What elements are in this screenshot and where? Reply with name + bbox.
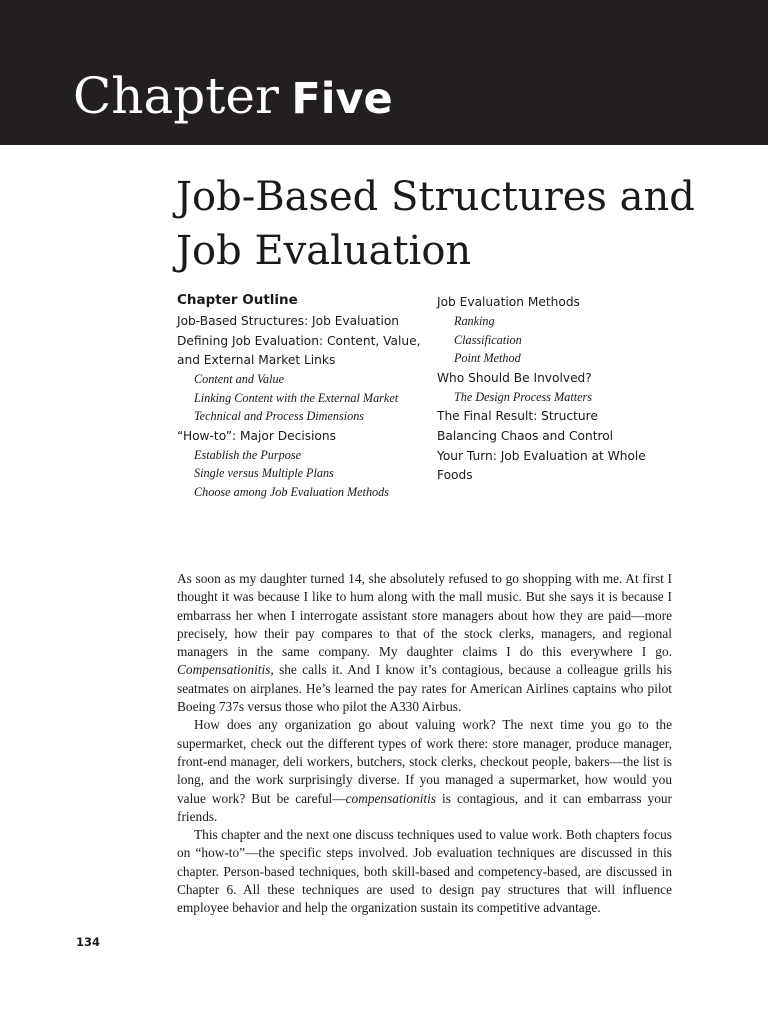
chapter-title-line: Job Evaluation (176, 228, 472, 274)
chapter-title (176, 170, 696, 278)
chapter-title-line: Job-Based Structures and (176, 174, 695, 220)
outline-item: Defining Job Evaluation: Content, Value, and External Market Links (177, 334, 421, 367)
outline-item: Your Turn: Job Evaluation at Whole Foods (437, 449, 646, 483)
text-run: As soon as my daughter turned 14, she absolutely refused to go shopping with me. At first I thought it was because I like to hum along with the mall music. But she says it is because I embarrass her when I interrogate assistant store managers about how they are paid—more precisely, how their pay compares to that of the stock clerks, managers, and regional managers in the same company. My daughter claims I do this everywhere I go. (177, 571, 672, 660)
text-run: This chapter and the next one discuss techniques used to value work. Both chapters focus on “how-to”—the specific steps involved. Job evaluation techniques are discussed in this chapter. Person-based techniques, both skill-based and competency-based, are discussed in Chapter 6. All these techniques are used to design pay structures that will influence employee behavior and help the organization sustain its competitive advantage. (177, 827, 672, 916)
outline-item: Job Evaluation Methods (437, 295, 580, 309)
outline-subitem: The Design Process Matters (454, 389, 592, 404)
body-text (177, 570, 672, 918)
outline-item: Who Should Be Involved? (437, 370, 592, 385)
outline-subitem: Point Method (454, 351, 521, 366)
body-paragraph (177, 570, 672, 716)
outline-subitem: Content and Value (194, 372, 285, 386)
body-paragraph (177, 826, 672, 917)
outline-subitem: Classification (454, 332, 522, 347)
outline-item: The Final Result: Structure (437, 409, 598, 424)
outline-subitem: Technical and Process Dimensions (194, 409, 365, 424)
chapter-outline-heading: Chapter Outline (177, 292, 298, 308)
chapter-banner (0, 0, 768, 145)
chapter-number: Five (291, 74, 393, 124)
body-paragraph (177, 716, 672, 826)
italic-term: compensationitis (345, 790, 437, 806)
chapter-word: Chapter (73, 67, 279, 125)
outline-item: “How-to”: Major Decisions (177, 428, 336, 443)
page-number: 134 (76, 935, 101, 949)
outline-subitem: Linking Content with the External Market (194, 390, 399, 405)
outline-subitem: Ranking (454, 314, 495, 328)
text-run: is contagious, and it can embarrass your friends. (177, 790, 672, 824)
outline-subitem: Single versus Multiple Plans (194, 466, 334, 481)
text-run: How does any organization go about valuing work? The next time you go to the supermarket, check out the different types of work there: store manager, produce manager, front-end manager, deli workers, butchers, stock clerks, checkout people, bakers—the list is long, and the work surprisingly diverse. If you managed a supermarket, how would you value work? But be careful— (177, 717, 672, 806)
chapter-outline-left-column (177, 290, 422, 502)
chapter-outline-right-column (437, 292, 677, 485)
outline-item: Balancing Chaos and Control (437, 429, 614, 444)
chapter-label (73, 66, 393, 129)
outline-subitem: Choose among Job Evaluation Methods (194, 484, 389, 499)
outline-subitem: Establish the Purpose (194, 447, 301, 462)
italic-term: Compensationitis, (177, 662, 274, 678)
text-run: she calls it. And I know it’s contagious, because a colleague grills his seatmates on airplanes. He’s learned the pay rates for American Airlines captains who pilot Boeing 737s versus those who pilot the A330 Airbus. (177, 662, 672, 715)
outline-item: Job-Based Structures: Job Evaluation (177, 314, 400, 328)
